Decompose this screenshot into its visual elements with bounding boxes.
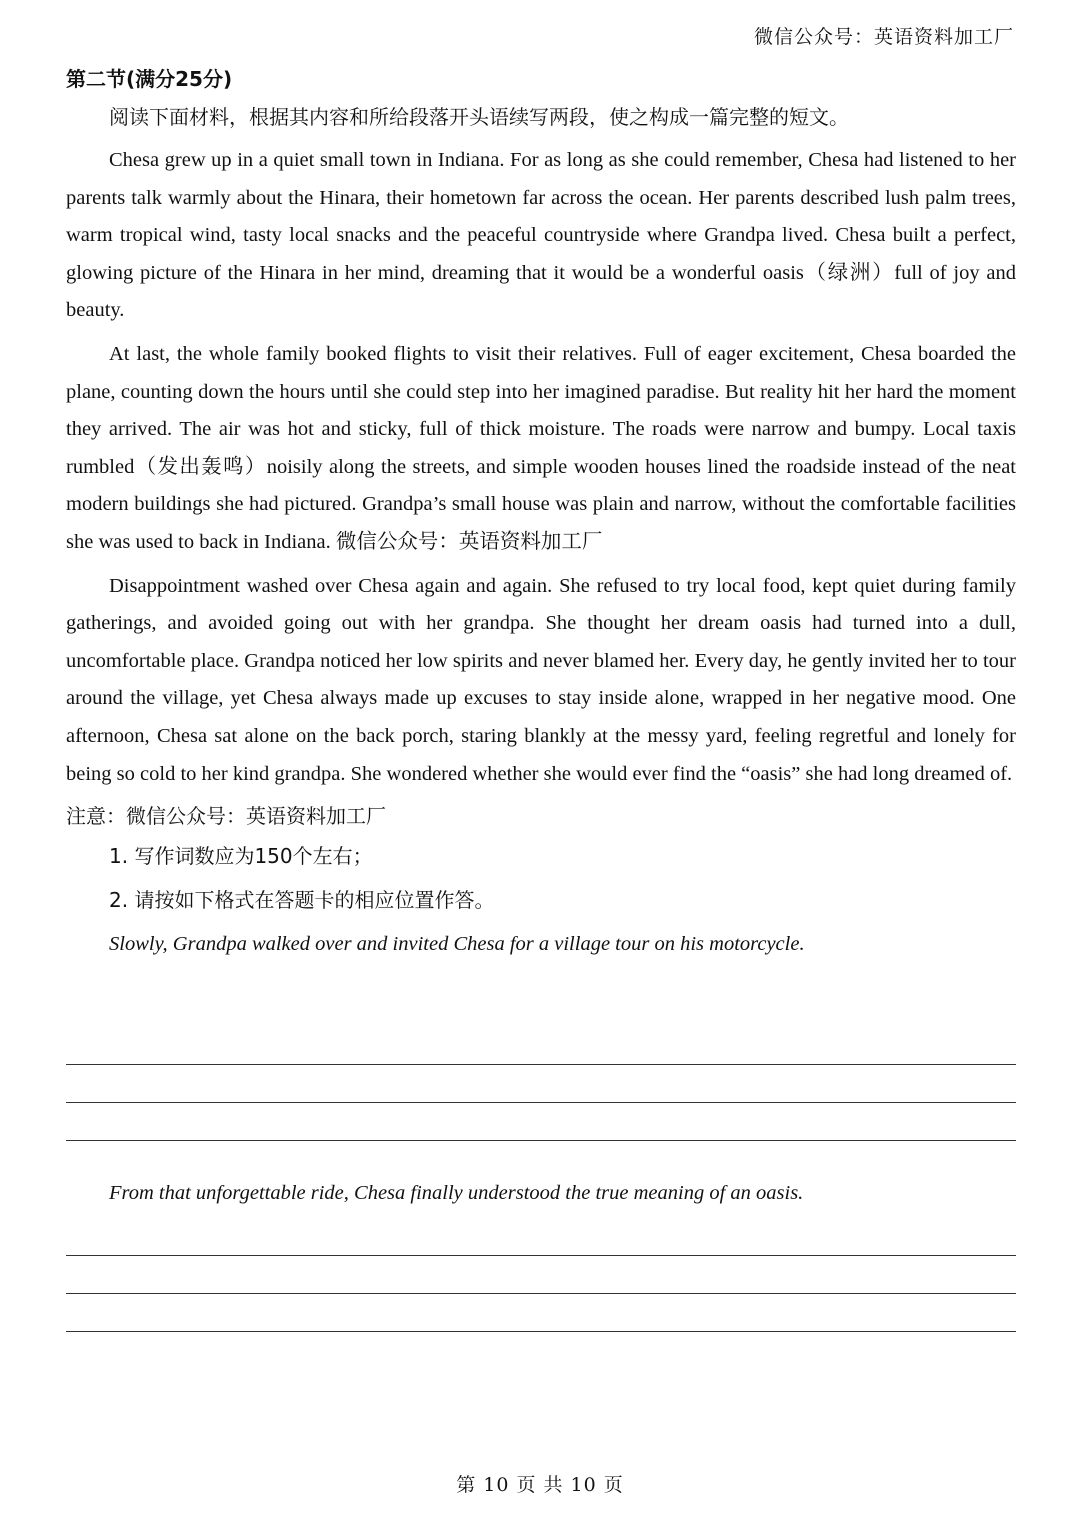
continuation-prompt-1: Slowly, Grandpa walked over and invited Chesa for a village tour on his motorcycle. (109, 933, 805, 956)
note-item-word-count: 1. 写作词数应为150个左右； (109, 844, 373, 869)
document-body (66, 62, 1016, 961)
passage-paragraph-3: Disappointment washed over Chesa again and again. She refused to try local food, kept quiet during family gatherings, and avoided going out with her grandpa. She thought her dream oasis had turned into a dull, uncomfortable place. Grandpa noticed her low spirits and never blamed her. Every day, he gently invited her to tour around the village, yet Chesa always made up excuses to stay inside alone, wrapped in her negative mood. One afternoon, Chesa sat alone on the back porch, staring blankly at the messy yard, feeling regretful and lonely for being so cold to her kind grandpa. She wondered whether she would ever find the “oasis” she had long dreamed of. (66, 574, 1016, 785)
answer-line[interactable] (66, 1102, 1016, 1103)
answer-line[interactable] (66, 1331, 1016, 1332)
header-watermark-note: 微信公众号：英语资料加工厂 (753, 26, 1014, 48)
passage-paragraph-2: At last, the whole family booked flights to visit their relatives. Full of eager excitement, Chesa boarded the plane, counting down the hours until she could step into her imagined paradise. But reality hit her hard the moment they arrived. The air was hot and sticky, full of thick moisture. The roads were narrow and bumpy. Local taxis rumbled（发出轰鸣）noisily along the streets, and simple wooden houses lined the roadside instead of the neat modern buildings she had pictured. Grandpa’s small house was plain and narrow, without the comfortable facilities she was used to back in Indiana. 微信公众号：英语资料加工厂 (66, 342, 1016, 553)
section-title: 第二节(满分25分) (66, 67, 233, 91)
notes-title: 注意：微信公众号：英语资料加工厂 (66, 804, 386, 829)
continuation-prompt-2: From that unforgettable ride, Chesa finally understood the true meaning of an oasis. (109, 1182, 804, 1204)
page-number: 第 10 页 共 10 页 (456, 1474, 624, 1496)
section-instruction: 阅读下面材料，根据其内容和所给段落开头语续写两段，使之构成一篇完整的短文。 (109, 105, 849, 129)
note-item-format: 2. 请按如下格式在答题卡的相应位置作答。 (109, 888, 495, 913)
answer-line[interactable] (66, 1140, 1016, 1141)
answer-line[interactable] (66, 1293, 1016, 1294)
answer-line[interactable] (66, 1064, 1016, 1065)
passage-paragraph-1: Chesa grew up in a quiet small town in Indiana. For as long as she could remember, Chesa had listened to her parents talk warmly about the Hinara, their hometown far across the ocean. Her parents described lush palm trees, warm tropical wind, tasty local snacks and the peaceful countryside where Grandpa lived. Chesa built a perfect, glowing picture of the Hinara in her mind, dreaming that it would be a wonderful oasis（绿洲）full of joy and beauty. (66, 149, 1016, 322)
answer-line[interactable] (66, 1255, 1016, 1256)
